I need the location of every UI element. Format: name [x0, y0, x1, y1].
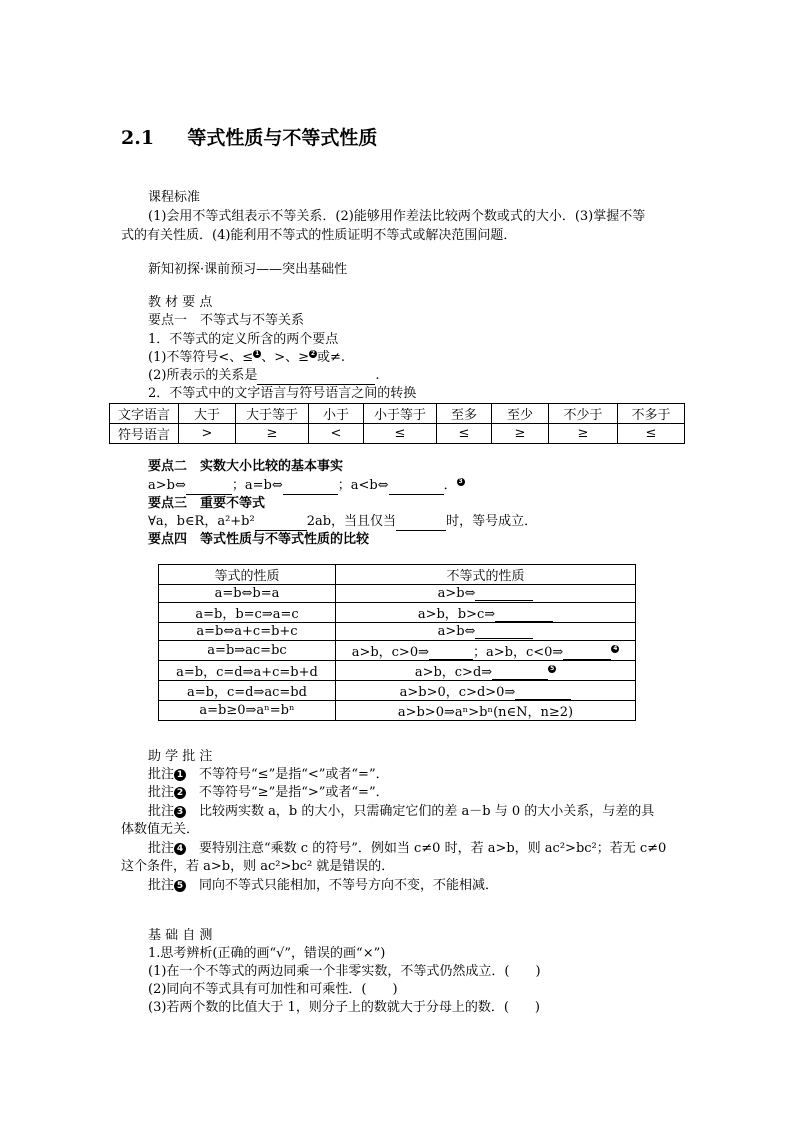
table-row [159, 681, 636, 701]
note-3: 批注 3 比较两实数 a，b 的大小，只需确定它们的差 a－b 与 0 的大小关系，与差的具 [148, 804, 655, 819]
point1-item1b: (2)所表示的关系是 . [148, 368, 380, 383]
table-cell: a=b，c=d⇒ac=bd [159, 681, 336, 701]
point4-title: 要点四 等式性质与不等式性质的比较 [148, 532, 370, 547]
table-cell: 符号语言 [110, 424, 179, 444]
table-row [159, 623, 636, 641]
table-cell: a=b，b=c⇒a=c [159, 603, 336, 623]
point3-title: 要点三 重要不等式 [148, 496, 266, 511]
note-3-cont: 体数值无关． [121, 822, 200, 837]
table-cell: a=b⇔a+c=b+c [159, 623, 336, 641]
self-test-item-1: (1)在一个不等式的两边同乘一个非零实数，不等式仍然成立．( ) [148, 964, 541, 979]
blank-cell[interactable] [475, 625, 533, 639]
points-title: 教 材 要 点 [148, 295, 213, 310]
standard-line-2: 式的有关性质．(4)能利用不等式的性质证明不等式或解决范围问题． [121, 228, 517, 243]
table-cell: 至少 [492, 404, 549, 424]
blank-relation[interactable] [257, 371, 375, 385]
blank-cell[interactable] [563, 646, 611, 660]
properties-table [158, 564, 636, 721]
point1-item1b-text: (2)所表示的关系是 [148, 368, 258, 383]
blank-condition[interactable] [396, 517, 446, 531]
note-marker-4: 4 [174, 843, 186, 855]
table-cell: a=b⇔b=a [159, 585, 336, 603]
table-cell: a>b，c>0⇒ ；a>b，c<0⇒ 4 [336, 641, 636, 661]
point1-title: 要点一 不等式与不等关系 [148, 313, 305, 328]
table-cell: < [309, 424, 364, 444]
table-header-cell: 等式的性质 [159, 565, 336, 585]
table-cell: 大于 [179, 404, 236, 424]
table-cell: ≤ [618, 424, 685, 444]
point2-line: a>b⇔ ；a=b⇔ ；a<b⇔ ． 3 [148, 478, 463, 493]
table-cell: a>b⇔ [336, 623, 636, 641]
blank-cell[interactable] [475, 587, 533, 601]
note-1: 批注 1 不等符号“≤”是指“<”或者“=”． [148, 767, 389, 782]
table-header-cell: 不等式的性质 [336, 565, 636, 585]
table-cell: ≥ [492, 424, 549, 444]
blank-eq[interactable] [283, 481, 338, 495]
marker-2: 2 [310, 350, 316, 357]
table-cell: ≥ [236, 424, 309, 444]
table-cell: 至多 [437, 404, 492, 424]
table-cell: a>b>0⇒aⁿ>bⁿ(n∈N，n≥2) [336, 701, 636, 721]
table-cell: 不多于 [618, 404, 685, 424]
marker-1: 1 [255, 350, 260, 357]
table-cell: 小于等于 [364, 404, 437, 424]
table-head-row [159, 565, 636, 585]
table-cell: a>b⇔ [336, 585, 636, 603]
table-cell: a>b，c>d⇒ 5 [336, 661, 636, 681]
table-cell: ≤ [364, 424, 437, 444]
table-cell: a=b，c=d⇒a+c=b+d [159, 661, 336, 681]
table-cell: ≥ [549, 424, 618, 444]
table-row [159, 701, 636, 721]
blank-cell[interactable] [515, 686, 571, 700]
point1-item2: 2．不等式中的文字语言与符号语言之间的转换 [148, 386, 417, 401]
standard-label: 课程标准 [148, 190, 201, 205]
self-test-item-3: (3)若两个数的比值大于 1，则分子上的数就大于分母上的数．( ) [148, 1000, 540, 1015]
self-test-title: 基 础 自 测 [148, 928, 213, 943]
note-marker-1: 1 [174, 769, 186, 781]
note-marker-3: 3 [174, 806, 186, 818]
point1-item1a [148, 349, 345, 367]
note-marker-2: 2 [174, 787, 186, 799]
marker-5: 5 [550, 665, 555, 672]
self-test-question: 1.思考辨析(正确的画“√”，错误的画“×”) [148, 946, 386, 961]
table-row [159, 585, 636, 603]
self-test-item-2: (2)同向不等式具有可加性和可乘性．( ) [148, 982, 398, 997]
table-row-symbol [110, 424, 685, 444]
table-cell: ≤ [437, 424, 492, 444]
point3-line: ∀a，b∈R，a²+b² 2ab，当且仅当 时，等号成立． [148, 514, 538, 529]
point1-item1: 1．不等式的定义所含的两个要点 [148, 332, 339, 347]
blank-lt[interactable] [389, 481, 444, 495]
table-cell: 文字语言 [110, 404, 179, 424]
table-cell: > [179, 424, 236, 444]
point1-item1a-pre: (1)不等符号<、≤ [148, 350, 254, 365]
note-2: 批注 2 不等符号“≥”是指“>”或者“=”． [148, 785, 389, 800]
note-4-cont: 这个条件，若 a>b，则 ac²>bc² 就是错误的． [121, 859, 395, 874]
section-title-text: 等式性质与不等式性质 [187, 127, 378, 149]
point1-item1a-post: 或≠. [317, 350, 346, 365]
note-5: 批注 5 同向不等式只能相加，不等号方向不变，不能相减． [148, 878, 499, 893]
notes-title: 助 学 批 注 [148, 749, 213, 764]
table-cell: a>b>0，c>d>0⇒ [336, 681, 636, 701]
blank-gt[interactable] [186, 481, 232, 495]
table-cell: a=b≥0⇒aⁿ=bⁿ [159, 701, 336, 721]
section-number: 2.1 [121, 127, 155, 149]
table-cell: a=b⇒ac=bc [159, 641, 336, 661]
section-title [121, 123, 377, 150]
table-row [159, 661, 636, 681]
table-cell: 小于 [309, 404, 364, 424]
table-cell: 大于等于 [236, 404, 309, 424]
note-4: 批注 4 要特别注意“乘数 c 的符号”．例如当 c≠0 时，若 a>b，则 ac²>bc²；若无 c≠0 [148, 841, 667, 856]
marker-3: 3 [458, 478, 463, 485]
table-row-text [110, 404, 685, 424]
point1-item1a-mid: 、>、≥ [261, 350, 309, 365]
point2-title: 要点二 实数大小比较的基本事实 [148, 459, 344, 474]
standard-line-1: (1)会用不等式组表示不等关系．(2)能够用作差法比较两个数或式的大小．(3)掌握不等 [148, 209, 646, 224]
blank-cell[interactable] [429, 646, 473, 660]
marker-4: 4 [613, 645, 618, 652]
note-marker-5: 5 [174, 880, 186, 892]
blank-ineq[interactable] [255, 517, 307, 531]
table-cell: 不少于 [549, 404, 618, 424]
blank-cell[interactable] [495, 608, 553, 622]
section-new-heading: 新知初探·课前预习——突出基础性 [148, 262, 348, 277]
blank-cell[interactable] [492, 666, 548, 680]
table-cell: a>b，b>c⇒ [336, 603, 636, 623]
table-row [159, 641, 636, 661]
language-table [109, 403, 685, 444]
table-row [159, 603, 636, 623]
